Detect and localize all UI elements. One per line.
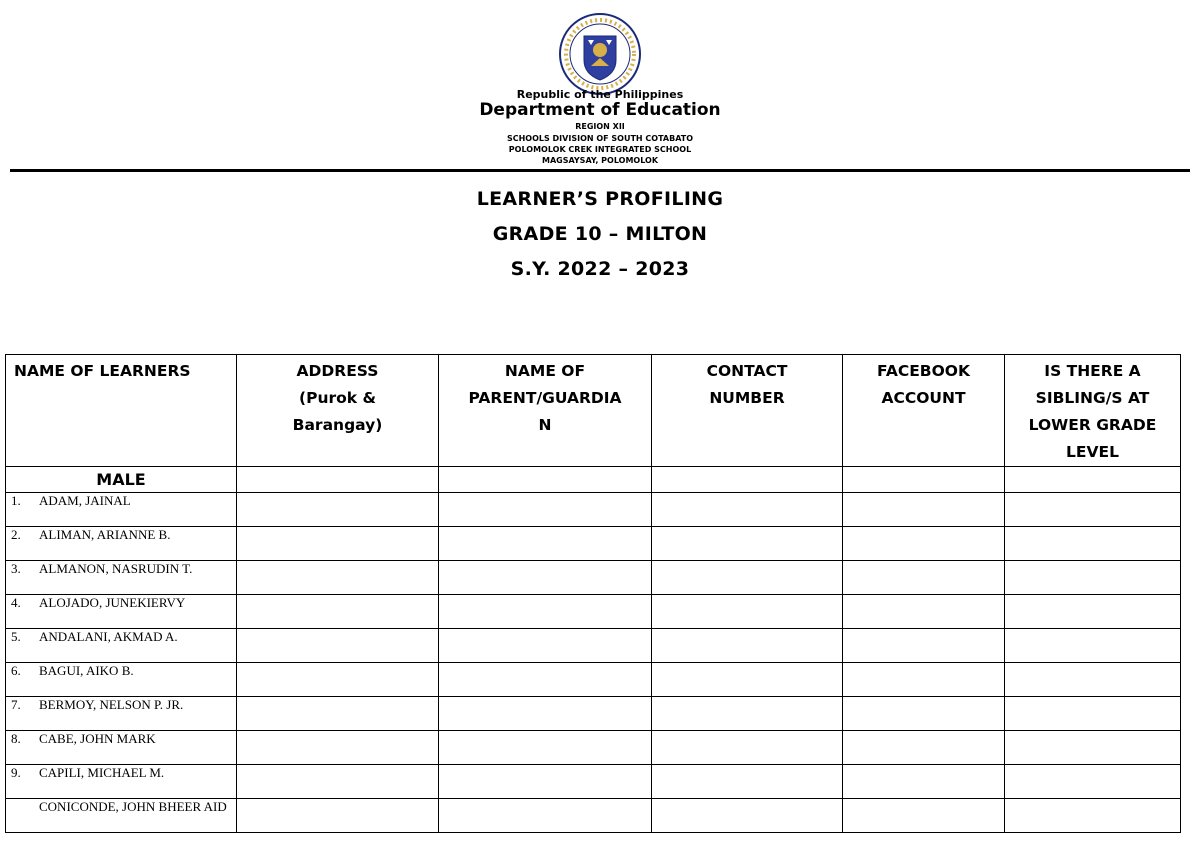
school-label: POLOMOLOK CREK INTEGRATED SCHOOL xyxy=(508,145,692,154)
table-cell[interactable] xyxy=(237,765,439,799)
table-row xyxy=(6,493,1181,527)
learner-name-cell xyxy=(6,663,237,697)
table-cell[interactable] xyxy=(652,799,843,833)
table-row xyxy=(6,799,1181,833)
learner-name: ALMANON, NASRUDIN T. xyxy=(39,561,193,576)
table-cell[interactable] xyxy=(237,663,439,697)
learner-name-cell xyxy=(6,493,237,527)
table-header-row xyxy=(6,355,1181,467)
table-cell[interactable] xyxy=(439,799,652,833)
learner-name: BAGUI, AIKO B. xyxy=(39,663,134,678)
grade-section-title: GRADE 10 – MILTON xyxy=(492,223,708,245)
table-cell[interactable] xyxy=(652,697,843,731)
table-cell[interactable] xyxy=(439,467,652,493)
table-cell[interactable] xyxy=(439,731,652,765)
school-year-title: S.Y. 2022 – 2023 xyxy=(510,258,690,280)
table-cell[interactable] xyxy=(439,629,652,663)
table-cell[interactable] xyxy=(439,561,652,595)
header-name-of-learners: NAME OF LEARNERS xyxy=(6,355,237,467)
table-cell[interactable] xyxy=(843,799,1005,833)
learner-number: 7. xyxy=(11,697,21,712)
table-cell[interactable] xyxy=(843,527,1005,561)
table-cell[interactable] xyxy=(843,765,1005,799)
table-cell[interactable] xyxy=(1005,467,1181,493)
republic-label: Republic of the Philippines xyxy=(516,88,684,101)
table-cell[interactable] xyxy=(652,527,843,561)
table-cell[interactable] xyxy=(1005,799,1181,833)
learner-name-cell xyxy=(6,527,237,561)
table-cell[interactable] xyxy=(843,629,1005,663)
learner-name-cell xyxy=(6,697,237,731)
table-cell[interactable] xyxy=(652,493,843,527)
table-cell[interactable] xyxy=(439,595,652,629)
table-row xyxy=(6,561,1181,595)
table-cell[interactable] xyxy=(439,697,652,731)
location-label: MAGSAYSAY, POLOMOLOK xyxy=(541,156,659,165)
learner-name-cell xyxy=(6,595,237,629)
table-row xyxy=(6,595,1181,629)
table-cell[interactable] xyxy=(1005,595,1181,629)
table-cell[interactable] xyxy=(237,561,439,595)
learner-name-cell xyxy=(6,799,237,833)
table-cell[interactable] xyxy=(1005,697,1181,731)
table-row xyxy=(6,697,1181,731)
learner-name: ALOJADO, JUNEKIERVY xyxy=(39,595,186,610)
division-label: SCHOOLS DIVISION OF SOUTH COTABATO xyxy=(506,134,694,143)
header-contact-number: CONTACT NUMBER xyxy=(652,355,843,467)
table-row xyxy=(6,731,1181,765)
header-rule xyxy=(10,169,1190,172)
table-cell[interactable] xyxy=(439,663,652,697)
table-cell[interactable] xyxy=(439,493,652,527)
header-sibling-lower-grade: IS THERE A SIBLING/S AT LOWER GRADE LEVEL xyxy=(1005,355,1181,467)
learner-name: CABE, JOHN MARK xyxy=(39,731,156,746)
learner-name: CAPILI, MICHAEL M. xyxy=(39,765,165,780)
learner-number: 5. xyxy=(11,629,21,644)
table-cell[interactable] xyxy=(843,595,1005,629)
learner-name-cell xyxy=(6,629,237,663)
learner-number: 4. xyxy=(11,595,21,610)
table-cell[interactable] xyxy=(237,731,439,765)
table-row xyxy=(6,629,1181,663)
table-cell[interactable] xyxy=(1005,731,1181,765)
learner-name-cell xyxy=(6,765,237,799)
table-cell[interactable] xyxy=(843,663,1005,697)
section-label-male: MALE xyxy=(6,467,237,493)
table-cell[interactable] xyxy=(1005,663,1181,697)
header-parent-guardian: NAME OF PARENT/GUARDIA N xyxy=(439,355,652,467)
table-cell[interactable] xyxy=(652,561,843,595)
table-cell[interactable] xyxy=(237,629,439,663)
learner-number xyxy=(11,800,39,814)
department-label: Department of Education xyxy=(479,100,721,120)
table-cell[interactable] xyxy=(237,697,439,731)
learner-name: CONICONDE, JOHN BHEER AID xyxy=(39,799,227,814)
table-cell[interactable] xyxy=(237,467,439,493)
table-cell[interactable] xyxy=(1005,629,1181,663)
header-facebook-account: FACEBOOK ACCOUNT xyxy=(843,355,1005,467)
table-cell[interactable] xyxy=(1005,765,1181,799)
document-title: LEARNER’S PROFILING xyxy=(476,188,724,210)
region-label: REGION XII xyxy=(575,122,625,131)
learner-name: ALIMAN, ARIANNE B. xyxy=(39,527,171,542)
table-cell[interactable] xyxy=(843,493,1005,527)
table-cell[interactable] xyxy=(652,765,843,799)
table-row xyxy=(6,527,1181,561)
table-cell[interactable] xyxy=(652,595,843,629)
learner-number: 1. xyxy=(11,493,21,508)
learner-name-cell xyxy=(6,561,237,595)
learner-number: 2. xyxy=(11,527,21,542)
table-cell[interactable] xyxy=(652,629,843,663)
table-cell[interactable] xyxy=(1005,527,1181,561)
learner-name: BERMOY, NELSON P. JR. xyxy=(39,697,184,712)
table-cell[interactable] xyxy=(237,595,439,629)
header-address: ADDRESS (Purok & Barangay) xyxy=(237,355,439,467)
learner-name: ANDALANI, AKMAD A. xyxy=(39,629,178,644)
learner-name: ADAM, JAINAL xyxy=(39,493,131,508)
learner-profile-table xyxy=(5,354,1181,833)
table-cell[interactable] xyxy=(1005,561,1181,595)
table-cell[interactable] xyxy=(237,799,439,833)
table-cell[interactable] xyxy=(843,467,1005,493)
deped-seal-icon xyxy=(558,12,642,96)
table-cell[interactable] xyxy=(652,663,843,697)
table-cell[interactable] xyxy=(843,731,1005,765)
table-cell[interactable] xyxy=(237,493,439,527)
learner-number: 3. xyxy=(11,561,21,576)
table-cell[interactable] xyxy=(439,527,652,561)
table-row xyxy=(6,765,1181,799)
table-cell[interactable] xyxy=(843,697,1005,731)
table-cell[interactable] xyxy=(652,467,843,493)
learner-number: 8. xyxy=(11,731,21,746)
learner-number: 6. xyxy=(11,663,21,678)
table-cell[interactable] xyxy=(843,561,1005,595)
table-cell[interactable] xyxy=(652,731,843,765)
table-cell[interactable] xyxy=(237,527,439,561)
table-cell[interactable] xyxy=(1005,493,1181,527)
section-row-male xyxy=(6,467,1181,493)
table-cell[interactable] xyxy=(439,765,652,799)
learner-name-cell xyxy=(6,731,237,765)
table-row xyxy=(6,663,1181,697)
learner-number: 9. xyxy=(11,765,21,780)
